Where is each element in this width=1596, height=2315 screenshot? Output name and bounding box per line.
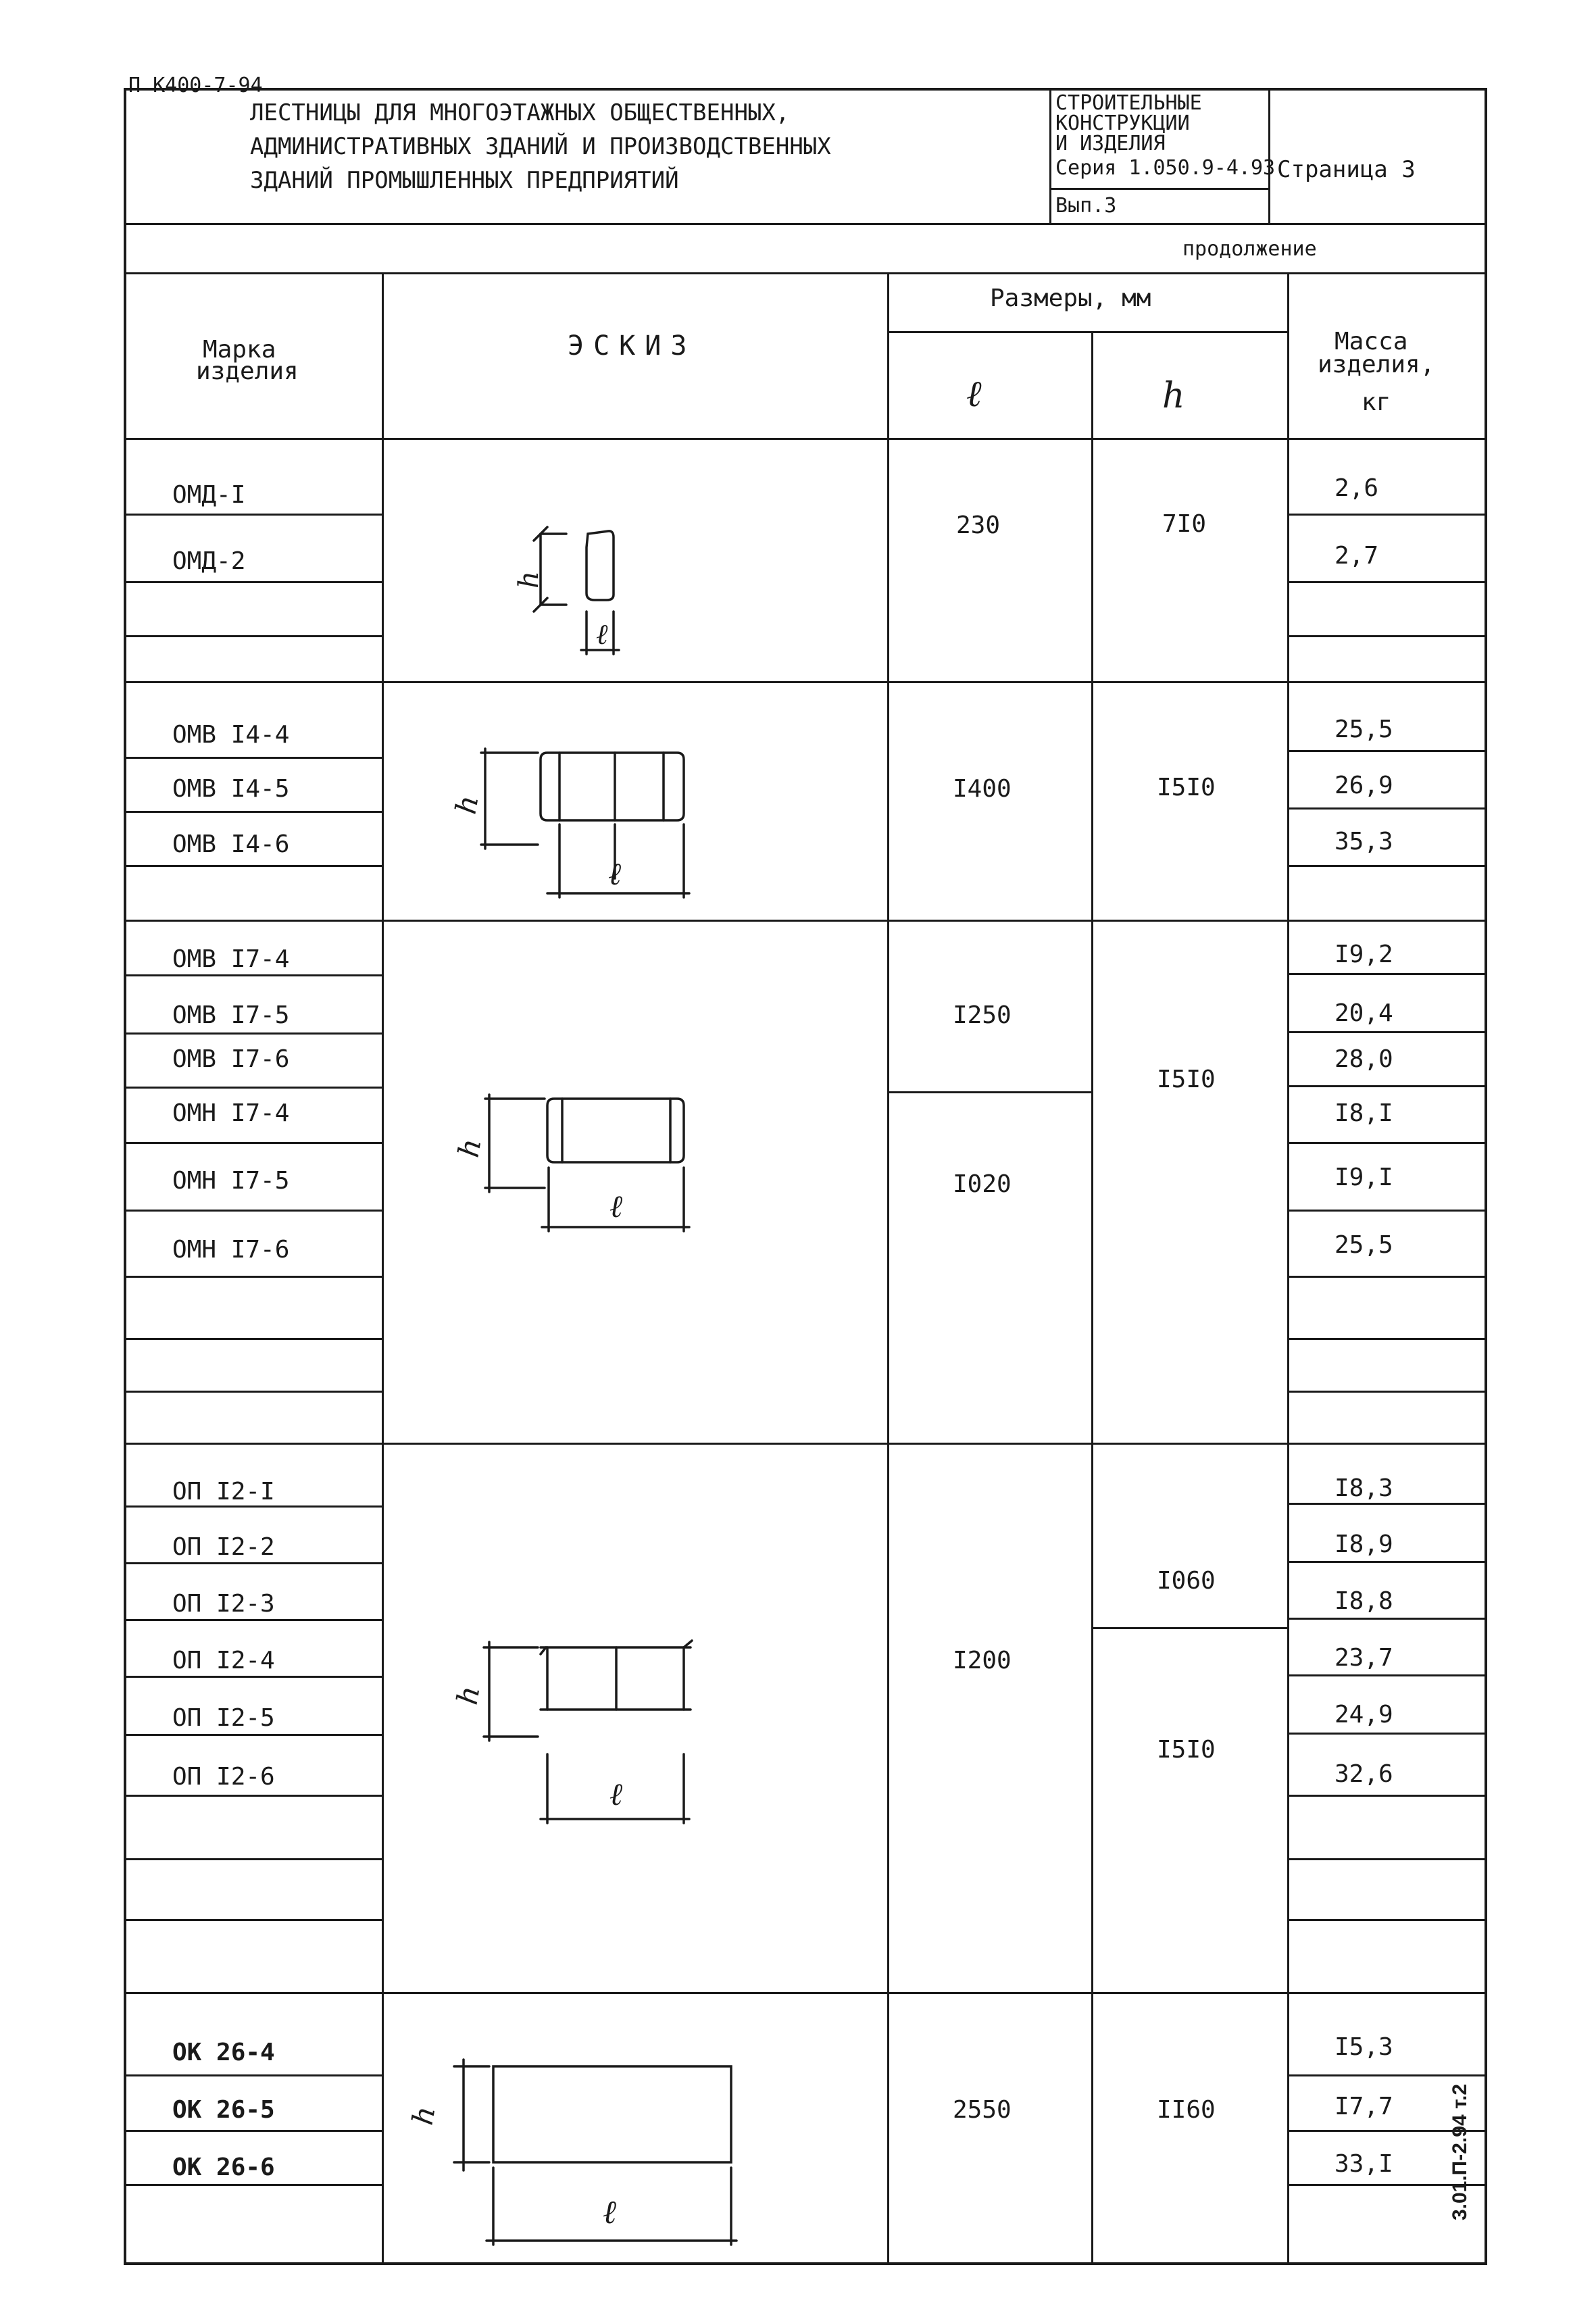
dimension-l: I200 <box>953 1647 1012 1674</box>
row-line <box>124 1087 382 1089</box>
row-line <box>1287 1210 1487 1212</box>
dimension-h: 7I0 <box>1162 510 1207 538</box>
row-line <box>1287 581 1487 583</box>
group-separator <box>124 681 1487 683</box>
product-mass: 35,3 <box>1335 828 1393 855</box>
product-mass: I5,3 <box>1335 2033 1393 2061</box>
row-line <box>124 865 382 867</box>
row-line <box>124 974 382 976</box>
row-line <box>124 1562 382 1564</box>
title-line: АДМИНИСТРАТИВНЫХ ЗДАНИЙ И ПРОИЗВОДСТВЕННЫХ <box>250 133 831 160</box>
header-sizes: Размеры, мм <box>990 284 1151 312</box>
row-line <box>1287 635 1487 637</box>
dimension-h: I5I0 <box>1157 774 1216 801</box>
product-mark: ОК 26-5 <box>172 2096 275 2124</box>
issue-number: Вып.3 <box>1055 194 1117 218</box>
row-line <box>124 1210 382 1212</box>
series-divider <box>1049 188 1268 190</box>
row-line <box>124 1391 382 1393</box>
dimension-l: I400 <box>953 775 1012 803</box>
row-line <box>124 1858 382 1860</box>
dimension-h: I5I0 <box>1157 1066 1216 1093</box>
row-line <box>1287 1031 1487 1033</box>
product-mass: 2,6 <box>1335 474 1379 502</box>
sketch-omv-17 <box>466 1088 709 1257</box>
sketch-label-l: ℓ <box>596 618 608 651</box>
header-mark: Марка <box>203 336 276 364</box>
product-mass: I8,8 <box>1335 1587 1393 1615</box>
product-mark: ОП I2-2 <box>172 1533 275 1561</box>
title-bottom-line <box>124 223 1487 225</box>
product-mark: ОМВ I4-6 <box>172 830 290 858</box>
product-mass: I8,9 <box>1335 1530 1393 1558</box>
sketch-label-l: ℓ <box>608 855 622 892</box>
row-line <box>1287 865 1487 867</box>
row-line <box>124 514 382 516</box>
sketch-label-h: h <box>513 571 545 589</box>
product-mark: ОК 26-6 <box>172 2154 275 2181</box>
row-line <box>1287 514 1487 516</box>
header-mass: кг <box>1362 389 1391 416</box>
row-line <box>124 1505 382 1508</box>
product-mass: 25,5 <box>1335 716 1393 743</box>
dimension-l: I020 <box>953 1170 1012 1198</box>
header-bottom-line <box>124 438 1487 440</box>
product-mass: 25,5 <box>1335 1231 1393 1259</box>
row-line <box>124 811 382 813</box>
sketch-label-h: h <box>405 2104 442 2128</box>
dimension-h: I5I0 <box>1157 1736 1216 1764</box>
title-line: ЛЕСТНИЦЫ ДЛЯ МНОГОЭТАЖНЫХ ОБЩЕСТВЕННЫХ, <box>250 99 790 126</box>
product-mark: ОМВ I4-5 <box>172 775 290 803</box>
row-line <box>124 581 382 583</box>
block-outline <box>547 1099 684 1162</box>
block-outline <box>587 531 614 600</box>
product-mark: ОК 26-4 <box>172 2039 275 2066</box>
product-mass: 32,6 <box>1335 1760 1393 1788</box>
sizes-header-line <box>887 331 1287 333</box>
row-line <box>1287 1674 1487 1676</box>
category-line: КОНСТРУКЦИИ <box>1055 111 1190 135</box>
group-separator <box>124 1992 1487 1994</box>
col-line-h <box>1091 331 1093 2265</box>
product-mark: ОМН I7-6 <box>172 1236 290 1264</box>
category-line: СТРОИТЕЛЬНЫЕ <box>1055 91 1202 115</box>
title-line: ЗДАНИЙ ПРОМЫШЛЕННЫХ ПРЕДПРИЯТИЙ <box>250 167 679 194</box>
row-line <box>124 1276 382 1278</box>
product-mark: ОП I2-I <box>172 1478 275 1505</box>
row-line <box>1287 2074 1487 2076</box>
row-line <box>124 1919 382 1921</box>
row-line <box>124 2074 382 2076</box>
row-line <box>1287 1276 1487 1278</box>
product-mark: ОМД-2 <box>172 547 246 575</box>
row-line <box>1287 807 1487 810</box>
product-mark: ОМН I7-5 <box>172 1167 290 1195</box>
l-split-line <box>887 1091 1091 1093</box>
row-line <box>124 1734 382 1736</box>
sketch-label-h: h <box>450 1683 487 1708</box>
header-mark: изделия <box>196 357 299 385</box>
product-mass: I8,3 <box>1335 1474 1393 1502</box>
header-mass: изделия, <box>1318 351 1435 378</box>
side-code: 3.01.П-2.94 т.2 <box>1449 2083 1472 2221</box>
dimension-l: 230 <box>956 512 1001 539</box>
group-separator <box>124 1443 1487 1445</box>
product-mark: ОМВ I7-5 <box>172 1001 290 1029</box>
dimension-l: 2550 <box>953 2096 1012 2124</box>
row-line <box>1287 1503 1487 1505</box>
title-divider <box>1049 88 1051 223</box>
col-line-sketch <box>382 272 384 2265</box>
product-mass: I9,I <box>1335 1164 1393 1191</box>
row-line <box>124 1676 382 1678</box>
product-mark: ОП I2-6 <box>172 1763 275 1791</box>
product-mass: 24,9 <box>1335 1701 1393 1728</box>
row-line <box>124 1338 382 1340</box>
row-line <box>1287 1561 1487 1563</box>
sketch-label-l: ℓ <box>609 1188 623 1224</box>
header-mass: Масса <box>1335 328 1408 355</box>
row-line <box>1287 1919 1487 1921</box>
row-line <box>1287 1618 1487 1620</box>
h-split-line <box>1091 1627 1287 1629</box>
continuation-label: продолжение <box>1182 237 1317 261</box>
page-frame <box>124 88 1487 2265</box>
product-mark: ОМН I7-4 <box>172 1099 290 1127</box>
row-line <box>124 1142 382 1144</box>
sketch-op-12 <box>466 1635 709 1838</box>
row-line <box>124 1619 382 1621</box>
row-line <box>1287 1142 1487 1144</box>
row-line <box>1287 973 1487 975</box>
product-mass: 2,7 <box>1335 542 1379 570</box>
dimension-h: I060 <box>1157 1567 1216 1595</box>
sketch-ok-26 <box>419 2054 737 2257</box>
row-line <box>1287 1338 1487 1340</box>
sketch-label-h: h <box>451 1136 488 1160</box>
row-line <box>124 757 382 759</box>
row-line <box>124 2130 382 2132</box>
dimension-h: II60 <box>1157 2096 1216 2124</box>
row-line <box>1287 1733 1487 1735</box>
product-mass: 23,7 <box>1335 1644 1393 1672</box>
product-mark: ОП I2-3 <box>172 1590 275 1618</box>
row-line <box>1287 750 1487 752</box>
sketch-omd <box>500 520 649 669</box>
sketch-label-h: h <box>449 793 485 817</box>
row-line <box>124 635 382 637</box>
product-mass: 33,I <box>1335 2150 1393 2178</box>
row-line <box>124 1795 382 1797</box>
product-mass: 26,9 <box>1335 772 1393 799</box>
group-separator <box>124 920 1487 922</box>
title-divider <box>1268 88 1270 223</box>
row-line <box>124 2184 382 2186</box>
dimension-l: I250 <box>953 1001 1012 1029</box>
col-line-l <box>887 272 889 2265</box>
product-mark: ОМД-I <box>172 481 246 509</box>
header-l: ℓ <box>966 372 982 415</box>
col-line-mass <box>1287 272 1289 2265</box>
block-outline <box>541 753 684 820</box>
product-mark: ОМВ I4-4 <box>172 721 290 749</box>
category-line: И ИЗДЕЛИЯ <box>1055 132 1166 155</box>
block-outline <box>493 2066 731 2162</box>
row-line <box>1287 1795 1487 1797</box>
product-mass: I9,2 <box>1335 941 1393 968</box>
row-line <box>1287 1085 1487 1087</box>
header-h: h <box>1162 376 1185 416</box>
product-mark: ОП I2-5 <box>172 1704 275 1732</box>
row-line <box>124 1032 382 1035</box>
product-mass: 20,4 <box>1335 999 1393 1027</box>
product-mark: ОП I2-4 <box>172 1647 275 1674</box>
header-sketch: ЭСКИЗ <box>568 330 697 362</box>
document-code: П К400-7-94 <box>128 74 263 97</box>
sketch-label-l: ℓ <box>609 1776 623 1812</box>
series-number: Серия 1.050.9-4.93 <box>1055 156 1276 180</box>
sketch-omv-14 <box>466 743 709 912</box>
continuation-line <box>124 272 1487 274</box>
row-line <box>1287 1858 1487 1860</box>
page-number: Страница 3 <box>1277 156 1416 183</box>
sketch-label-l: ℓ <box>603 2193 616 2231</box>
product-mass: I8,I <box>1335 1099 1393 1127</box>
product-mass: 28,0 <box>1335 1045 1393 1073</box>
product-mass: I7,7 <box>1335 2093 1393 2120</box>
product-mark: ОМВ I7-6 <box>172 1045 290 1073</box>
row-line <box>1287 1391 1487 1393</box>
product-mark: ОМВ I7-4 <box>172 945 290 973</box>
